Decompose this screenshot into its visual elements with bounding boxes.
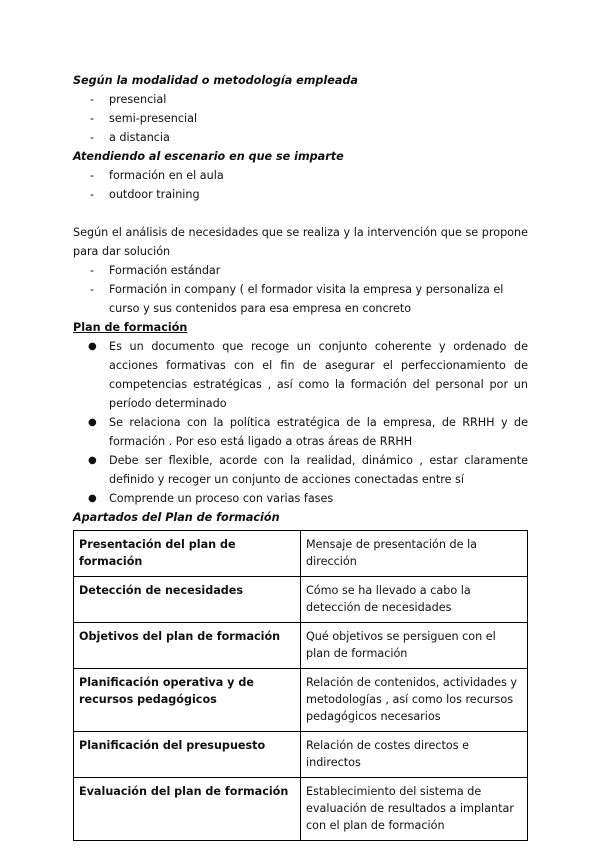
apartados-table xyxy=(73,530,528,841)
section-cell: Detección de necesidades xyxy=(74,577,301,623)
description-cell: Establecimiento del sistema de evaluación de resultados a implantar con el plan de formación xyxy=(301,778,528,841)
table-row xyxy=(74,778,528,841)
section-cell: Presentación del plan de formación xyxy=(74,531,301,577)
list-item: - Formación in company ( el formador visita la empresa y personaliza el curso y sus contenidos para esa empresa en concreto xyxy=(90,283,504,315)
document-content xyxy=(73,71,528,841)
section-cell: Evaluación del plan de formación xyxy=(74,778,301,841)
list-item: - formación en el aula xyxy=(90,169,224,182)
description-cell: Mensaje de presentación de la dirección xyxy=(301,531,528,577)
table-row xyxy=(74,732,528,778)
list-item: ● Debe ser flexible, acorde con la realidad, dinámico , estar claramente definido y recoger un conjunto de acciones conectadas entre sí xyxy=(88,454,528,486)
plan-heading: Plan de formación xyxy=(73,321,188,334)
list-item: - outdoor training xyxy=(90,188,200,201)
description-cell: Cómo se ha llevado a cabo la detección de necesidades xyxy=(301,577,528,623)
description-cell: Qué objetivos se persiguen con el plan de formación xyxy=(301,623,528,669)
description-cell: Relación de contenidos, actividades y metodologías , así como los recursos pedagógicos necesarios xyxy=(301,669,528,732)
list-item: ● Comprende un proceso con varias fases xyxy=(88,492,334,505)
plan-bullet-list xyxy=(73,337,528,508)
analisis-list xyxy=(73,261,528,318)
table-row xyxy=(74,623,528,669)
list-item: - presencial xyxy=(90,93,167,106)
table-row xyxy=(74,531,528,577)
analisis-paragraph: Según el análisis de necesidades que se realiza y la intervención que se propone para dar solución xyxy=(73,226,528,258)
list-item: - Formación estándar xyxy=(90,264,221,277)
description-cell: Relación de costes directos e indirectos xyxy=(301,732,528,778)
section-cell: Planificación operativa y de recursos pedagógicos xyxy=(74,669,301,732)
table-row xyxy=(74,577,528,623)
list-item: ● Se relaciona con la política estratégica de la empresa, de RRHH y de formación . Por eso está ligado a otras áreas de RRHH xyxy=(88,416,528,448)
escenario-heading: Atendiendo al escenario en que se imparte xyxy=(73,150,344,163)
list-item: - a distancia xyxy=(90,131,170,144)
modalidad-list xyxy=(73,90,528,147)
modalidad-heading: Según la modalidad o metodología empleada xyxy=(73,74,358,87)
escenario-list xyxy=(73,166,528,204)
list-item: ● Es un documento que recoge un conjunto coherente y ordenado de acciones formativas con el fin de asegurar el perfeccionamiento de competencias estratégicas , así como la formación del personal por un período determinado xyxy=(88,340,528,410)
section-cell: Objetivos del plan de formación xyxy=(74,623,301,669)
apartados-heading: Apartados del Plan de formación xyxy=(73,511,280,524)
section-cell: Planificación del presupuesto xyxy=(74,732,301,778)
table-row xyxy=(74,669,528,732)
list-item: - semi-presencial xyxy=(90,112,198,125)
